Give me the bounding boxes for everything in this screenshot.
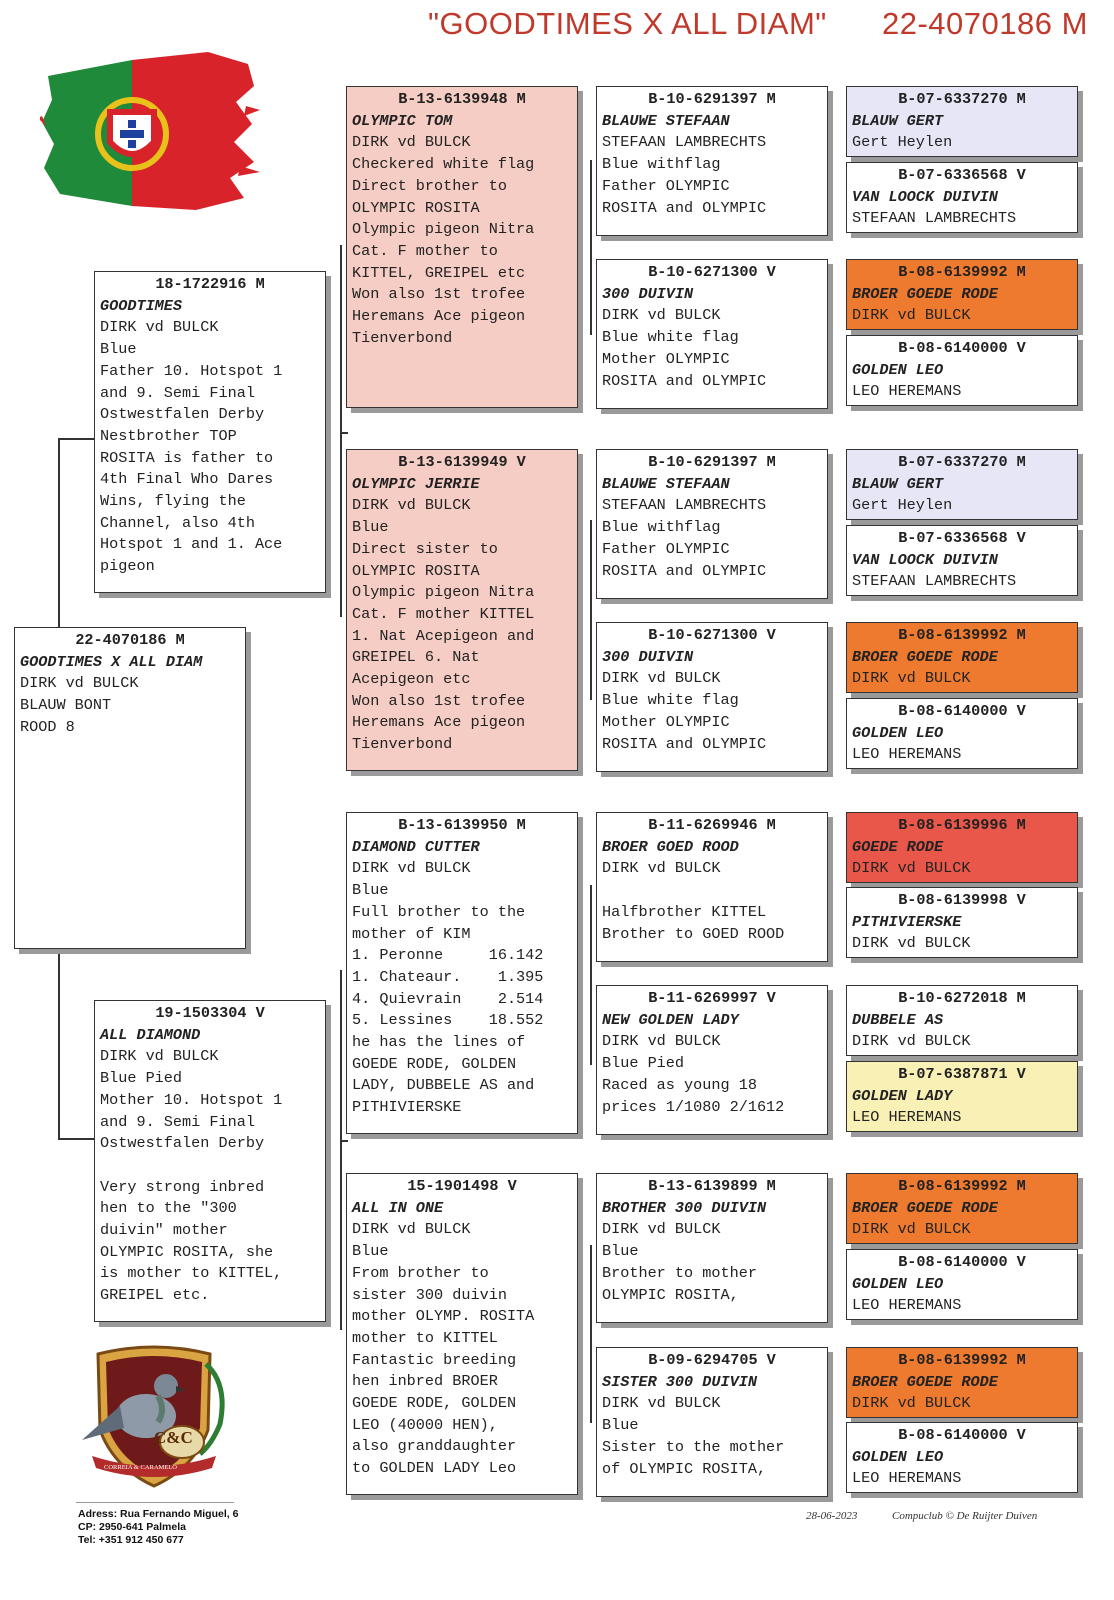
ring-number: B-13-6139948 M [398,90,526,108]
ring-number: B-07-6336568 V [898,166,1026,184]
ring-number: B-07-6337270 M [898,90,1026,108]
owner-line: DIRK vd BULCK [852,1394,971,1413]
info-line: DIRK vd BULCK [602,1032,721,1051]
ring-number: B-11-6269946 M [648,816,776,834]
info-line: DIRK vd BULCK [100,318,219,337]
info-line: Blue [100,340,137,359]
gen4-card[interactable] [846,622,1078,693]
gen3-card[interactable] [596,449,828,599]
header-ring-number: 22-4070186 M [882,6,1088,41]
print-date: 28-06-2023 [806,1510,858,1522]
info-line: 1. Nat Acepigeon and [352,626,535,645]
info-line: Direct brother to [352,176,507,195]
info-line: OLYMPIC ROSITA, [602,1285,739,1304]
info-line: 1. Chateaur. 1.395 [352,967,544,986]
info-line: Blue withflag [602,518,721,537]
info-line: Won also 1st trofee [352,285,526,304]
info-line: GOEDE RODE, GOLDEN [352,1394,517,1413]
address-line: Adress: Rua Fernando Miguel, 6 [78,1508,239,1520]
pigeon-name: VAN LOOCK DUIVIN [852,550,998,569]
ring-number: B-08-6140000 V [898,1426,1026,1444]
owner-line: STEFAAN LAMBRECHTS [852,209,1017,228]
pigeon-name: GOLDEN LEO [852,360,944,379]
pigeon-name: GOLDEN LEO [852,1274,944,1293]
dam-card[interactable] [94,1000,326,1322]
pigeon-name: OLYMPIC JERRIE [352,474,480,493]
pigeon-name: BROER GOEDE RODE [852,1198,998,1217]
ring-number: B-08-6140000 V [898,1253,1026,1271]
pigeon-name: 300 DUIVIN [602,647,694,666]
gen3-card[interactable] [596,985,828,1135]
ring-number: B-11-6269997 V [648,989,776,1007]
info-line: is mother to KITTEL, [100,1264,283,1283]
info-line: hen inbred BROER [352,1372,498,1391]
ring-number: B-09-6294705 V [648,1351,776,1369]
gen3-card[interactable] [596,622,828,772]
sire-card[interactable] [94,271,326,593]
info-line: GREIPEL 6. Nat [352,648,480,667]
info-line: of OLYMPIC ROSITA, [602,1459,767,1478]
info-line: pigeon [100,557,155,576]
connector-line [58,1138,96,1140]
ring-number: 22-4070186 M [75,631,185,649]
info-line: STEFAAN LAMBRECHTS [602,133,767,152]
info-line: Blue [352,1242,389,1261]
owner-line: LEO HEREMANS [852,745,962,764]
pigeon-name: DUBBELE AS [852,1010,944,1029]
pigeon-name: BLAUWE STEFAAN [602,111,730,130]
info-line: Heremans Ace pigeon [352,307,526,326]
owner-line: LEO HEREMANS [852,1108,962,1127]
info-line: Channel, also 4th [100,513,255,532]
info-line: DIRK vd BULCK [602,859,721,878]
info-line: Tienverbond [352,328,453,347]
pigeon-name: ALL DIAMOND [100,1025,201,1044]
ring-number: B-08-6139996 M [898,816,1026,834]
granddam-paternal-card[interactable] [346,449,578,771]
connector-line [590,885,592,1065]
info-line: ROOD 8 [20,717,75,736]
connector-line [340,245,342,617]
connector-line [340,1140,348,1142]
pigeon-name: GOEDE RODE [852,837,944,856]
info-line: Sister to the mother [602,1437,785,1456]
gen4-card[interactable] [846,1422,1078,1493]
gen3-card[interactable] [596,812,828,962]
info-line: PITHIVIERSKE [352,1098,462,1117]
info-line: GOEDE RODE, GOLDEN [352,1054,517,1073]
gen4-card[interactable] [846,1061,1078,1132]
info-line: Won also 1st trofee [352,691,526,710]
grandsire-maternal-card[interactable] [346,812,578,1134]
info-line: Wins, flying the [100,492,246,511]
pigeon-name: VAN LOOCK DUIVIN [852,187,998,206]
pigeon-name: BLAUWE STEFAAN [602,474,730,493]
pigeon-name: GOODTIMES [100,296,183,315]
info-line: Cat. F mother KITTEL [352,604,535,623]
gen4-card[interactable] [846,335,1078,406]
logo-ribbon-text: CORREIA & CARAMELO [104,1464,177,1471]
info-line: OLYMPIC ROSITA, she [100,1242,274,1261]
gen4-card[interactable] [846,1347,1078,1418]
ring-number: B-08-6139992 M [898,1177,1026,1195]
info-line: Ostwestfalen Derby [100,405,265,424]
info-line: prices 1/1080 2/1612 [602,1097,785,1116]
granddam-maternal-card[interactable] [346,1173,578,1495]
owner-line: LEO HEREMANS [852,1296,962,1315]
info-line: ROSITA and OLYMPIC [602,734,767,753]
owner-line: DIRK vd BULCK [852,934,971,953]
info-line: mother to KITTEL [352,1328,498,1347]
info-line: Blue Pied [602,1054,685,1073]
ring-number: B-13-6139950 M [398,816,526,834]
info-line: DIRK vd BULCK [602,669,721,688]
info-line: Blue [602,1416,639,1435]
ring-number: B-13-6139899 M [648,1177,776,1195]
ring-number: 19-1503304 V [155,1004,265,1022]
gen4-card[interactable] [846,162,1078,233]
info-line: mother OLYMP. ROSITA [352,1307,535,1326]
info-line [100,1155,320,1177]
owner-line: LEO HEREMANS [852,1469,962,1488]
pigeon-name: ALL IN ONE [352,1198,444,1217]
pigeon-name: 300 DUIVIN [602,284,694,303]
gen4-card[interactable] [846,449,1078,520]
owner-line: Gert Heylen [852,496,953,515]
info-line: Mother 10. Hotspot 1 [100,1090,283,1109]
pigeon-name: GOLDEN LADY [852,1086,953,1105]
info-line: Blue [602,1242,639,1261]
info-line: Hotspot 1 and 1. Ace [100,535,283,554]
pigeon-name: GOODTIMES X ALL DIAM [20,652,203,671]
gen4-card[interactable] [846,86,1078,157]
info-line: to GOLDEN LADY Leo [352,1459,517,1478]
info-line: Very strong inbred [100,1177,265,1196]
connector-line [58,950,60,1138]
info-line: hen to the "300 [100,1199,237,1218]
grandsire-paternal-card[interactable] [346,86,578,408]
info-line: DIRK vd BULCK [100,1047,219,1066]
info-line: STEFAAN LAMBRECHTS [602,496,767,515]
info-line: GREIPEL etc. [100,1286,210,1305]
info-line: DIRK vd BULCK [602,306,721,325]
pigeon-name: DIAMOND CUTTER [352,837,480,856]
info-line: 5. Lessines 18.552 [352,1011,544,1030]
pedigree-title: "GOODTIMES X ALL DIAM" [428,6,827,41]
address-divider [76,1502,234,1503]
gen4-card[interactable] [846,985,1078,1056]
connector-line [340,432,348,434]
info-line: OLYMPIC ROSITA [352,198,480,217]
info-line: Mother OLYMPIC [602,349,730,368]
gen4-card[interactable] [846,1249,1078,1320]
gen4-card[interactable] [846,1173,1078,1244]
pigeon-crest-logo-icon [74,1344,234,1494]
info-line: Tienverbond [352,735,453,754]
info-line: DIRK vd BULCK [352,1220,471,1239]
gen4-card[interactable] [846,698,1078,769]
pigeon-name: BLAUW GERT [852,111,944,130]
owner-line: STEFAAN LAMBRECHTS [852,572,1017,591]
info-line: Olympic pigeon Nitra [352,583,535,602]
info-line: ROSITA and OLYMPIC [602,561,767,580]
info-line: Acepigeon etc [352,670,471,689]
ring-number: B-08-6140000 V [898,339,1026,357]
pigeon-name: BROTHER 300 DUIVIN [602,1198,767,1217]
pigeon-name: OLYMPIC TOM [352,111,453,130]
info-line: KITTEL, GREIPEL etc [352,263,526,282]
pigeon-name: SISTER 300 DUIVIN [602,1372,757,1391]
info-line: LADY, DUBBELE AS and [352,1076,535,1095]
connector-line [58,438,96,440]
ring-number: B-10-6291397 M [648,453,776,471]
postal-code-line: CP: 2950-641 Palmela [78,1521,186,1533]
info-line: Father OLYMPIC [602,176,730,195]
connector-line [590,160,592,335]
gen4-card[interactable] [846,812,1078,883]
ring-number: B-10-6272018 M [898,989,1026,1007]
portugal-flag-icon [40,46,260,216]
gen3-card[interactable] [596,1347,828,1497]
subject-card[interactable] [14,627,246,949]
info-line: 4. Quievrain 2.514 [352,989,544,1008]
info-line: he has the lines of [352,1033,526,1052]
info-line: Fantastic breeding [352,1350,517,1369]
info-line: ROSITA and OLYMPIC [602,198,767,217]
info-line: Direct sister to [352,539,498,558]
ring-number: 18-1722916 M [155,275,265,293]
ring-number: B-07-6337270 M [898,453,1026,471]
info-line: Brother to GOED ROOD [602,924,785,943]
info-line: Blue Pied [100,1069,183,1088]
pigeon-name: BROER GOEDE RODE [852,647,998,666]
ring-number: 15-1901498 V [407,1177,517,1195]
info-line: DIRK vd BULCK [602,1220,721,1239]
info-line: Father OLYMPIC [602,539,730,558]
info-line: Olympic pigeon Nitra [352,220,535,239]
ring-number: B-08-6139998 V [898,891,1026,909]
pigeon-name: PITHIVIERSKE [852,912,962,931]
gen3-card[interactable] [596,259,828,409]
owner-line: DIRK vd BULCK [852,669,971,688]
pigeon-name: GOLDEN LEO [852,723,944,742]
info-line: DIRK vd BULCK [20,674,139,693]
info-line: Ostwestfalen Derby [100,1134,265,1153]
info-line: duivin" mother [100,1221,228,1240]
info-line: Nestbrother TOP [100,426,237,445]
ring-number: B-10-6271300 V [648,626,776,644]
pigeon-name: BLAUW GERT [852,474,944,493]
owner-line: DIRK vd BULCK [852,1220,971,1239]
connector-line [340,970,342,1330]
info-line: ROSITA is father to [100,448,274,467]
gen3-card[interactable] [596,1173,828,1323]
logo-monogram: C&C [154,1428,193,1447]
info-line: From brother to [352,1263,489,1282]
gen4-card[interactable] [846,259,1078,330]
ring-number: B-07-6336568 V [898,529,1026,547]
info-line: DIRK vd BULCK [352,133,471,152]
info-line: Full brother to the [352,902,526,921]
pigeon-name: GOLDEN LEO [852,1447,944,1466]
connector-line [58,438,60,628]
info-line: DIRK vd BULCK [352,859,471,878]
ring-number: B-08-6139992 M [898,626,1026,644]
info-line: also granddaughter [352,1437,517,1456]
owner-line: LEO HEREMANS [852,382,962,401]
info-line: Blue withflag [602,155,721,174]
ring-number: B-07-6387871 V [898,1065,1026,1083]
gen3-card[interactable] [596,86,828,236]
info-line [602,880,822,902]
info-line: and 9. Semi Final [100,383,255,402]
info-line: Blue [352,518,389,537]
owner-line: DIRK vd BULCK [852,1032,971,1051]
info-line: Blue white flag [602,328,739,347]
pigeon-name: BROER GOED ROOD [602,837,739,856]
gen4-card[interactable] [846,525,1078,596]
info-line: BLAUW BONT [20,696,112,715]
info-line: Cat. F mother to [352,241,498,260]
owner-line: DIRK vd BULCK [852,859,971,878]
info-line: mother of KIM [352,924,471,943]
info-line: Raced as young 18 [602,1075,757,1094]
ring-number: B-13-6139949 V [398,453,526,471]
connector-line [590,520,592,700]
info-line: Mother OLYMPIC [602,712,730,731]
info-line: Checkered white flag [352,155,535,174]
info-line: ROSITA and OLYMPIC [602,371,767,390]
info-line: Heremans Ace pigeon [352,713,526,732]
info-line: OLYMPIC ROSITA [352,561,480,580]
pigeon-name: NEW GOLDEN LADY [602,1010,739,1029]
info-line: Blue white flag [602,691,739,710]
info-line: Father 10. Hotspot 1 [100,361,283,380]
ring-number: B-08-6139992 M [898,263,1026,281]
ring-number: B-08-6139992 M [898,1351,1026,1369]
pigeon-name: BROER GOEDE RODE [852,284,998,303]
info-line: Brother to mother [602,1263,757,1282]
pigeon-name: BROER GOEDE RODE [852,1372,998,1391]
info-line: LEO (40000 HEN), [352,1415,498,1434]
phone-line: Tel: +351 912 450 677 [78,1534,184,1546]
info-line: sister 300 duivin [352,1285,507,1304]
info-line: 1. Peronne 16.142 [352,946,544,965]
info-line: 4th Final Who Dares [100,470,274,489]
ring-number: B-10-6271300 V [648,263,776,281]
info-line: and 9. Semi Final [100,1112,255,1131]
owner-line: DIRK vd BULCK [852,306,971,325]
ring-number: B-08-6140000 V [898,702,1026,720]
info-line: Blue [352,881,389,900]
gen4-card[interactable] [846,887,1078,958]
ring-number: B-10-6291397 M [648,90,776,108]
info-line: DIRK vd BULCK [352,496,471,515]
software-credit: Compuclub © De Ruijter Duiven [892,1510,1038,1522]
connector-line [590,1245,592,1423]
info-line: DIRK vd BULCK [602,1394,721,1413]
info-line: Halfbrother KITTEL [602,902,767,921]
owner-line: Gert Heylen [852,133,953,152]
